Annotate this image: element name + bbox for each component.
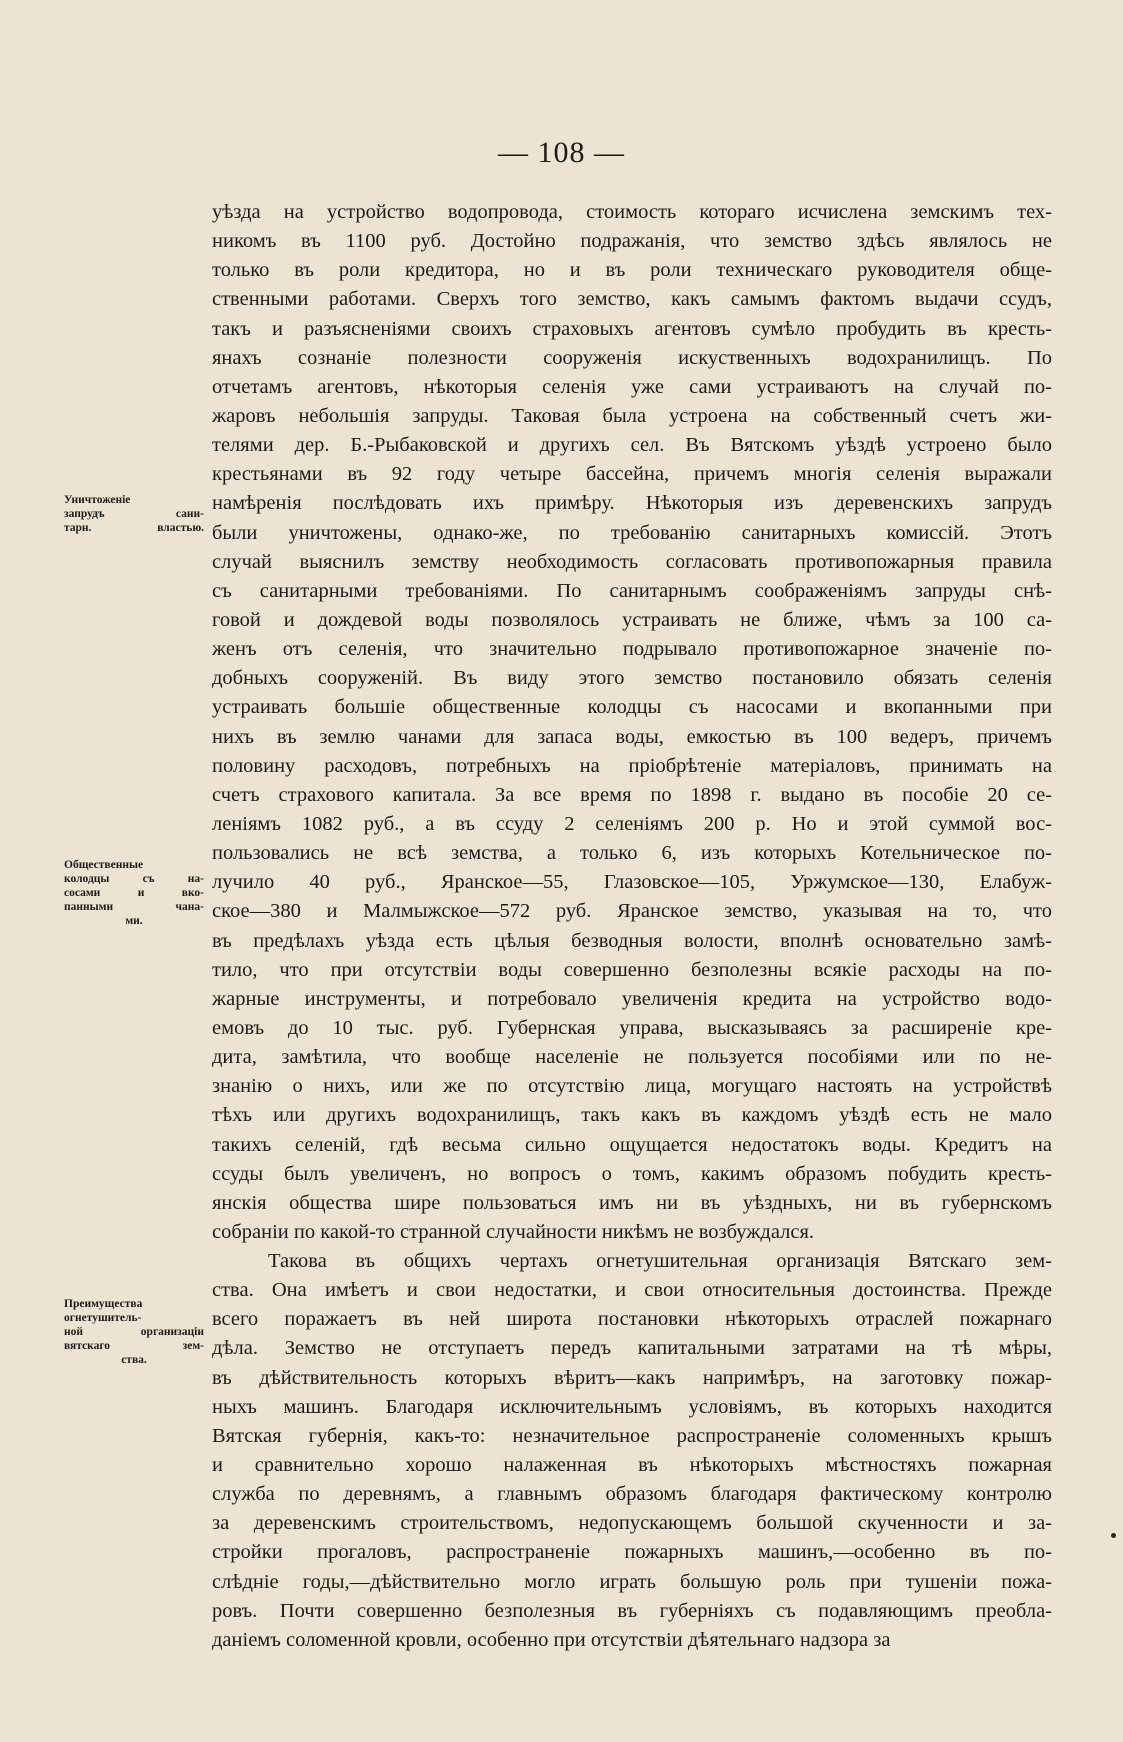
text-line: въ дѣйствительность которыхъ вѣритъ—какъ напримѣръ, на заготовку пожар- (212, 1366, 1052, 1389)
text-line: дѣла. Земство не отступаетъ передъ капитальными затратами на тѣ мѣры, (212, 1337, 1052, 1360)
print-speck (1111, 1533, 1116, 1538)
text-line: случай выяснилъ земству необходимость согласовать противопожарныя правила (212, 550, 1052, 573)
text-line: крестьянами въ 92 году четыре бассейна, причемъ многія селенія выражали (212, 463, 1052, 486)
margin-note-line: колодцы съ на- (64, 873, 204, 885)
text-line: лучило 40 руб., Яранское—55, Глазовское—105, Уржумское—130, Елабуж- (212, 871, 1052, 894)
margin-note-line: огнетушитель- (64, 1312, 142, 1324)
margin-note-line: ства. (121, 1354, 147, 1366)
margin-note-public-wells (64, 858, 204, 928)
text-line: добныхъ сооруженій. Въ виду этого земство постановило обязать селенія (212, 667, 1052, 690)
text-line: служба по деревнямъ, а главнымъ образомъ благодаря фактическому контролю (212, 1483, 1052, 1506)
text-line: тило, что при отсутствіи воды совершенно безполезны всякіе расходы на по- (212, 958, 1052, 981)
text-line: Такова въ общихъ чертахъ огнетушительная организація Вятскаго зем- (268, 1250, 1052, 1273)
text-line: въ предѣлахъ уѣзда есть цѣлыя безводныя волости, вполнѣ основательно замѣ- (212, 929, 1052, 952)
text-line: устраивать большіе общественные колодцы съ насосами и вкопанными при (212, 696, 1052, 719)
text-line: ссуды былъ увеличенъ, но вопросъ о томъ, какимъ образомъ побудить кресть- (212, 1162, 1052, 1185)
text-line: счетъ страхового капитала. За все время по 1898 г. выдано въ пособіе 20 се- (212, 783, 1052, 806)
text-line: говой и дождевой воды позволялось устраивать не ближе, чѣмъ за 100 са- (212, 608, 1052, 631)
text-line: знанію о нихъ, или же по отсутствію лица, могущаго настоять на устройствѣ (212, 1075, 1052, 1098)
margin-note-line: ми. (125, 915, 143, 927)
text-line: леніямъ 1082 руб., а въ ссуду 2 селеніямъ 200 р. Но и этой суммой вос- (212, 812, 1052, 835)
margin-note-line: Преимущества (64, 1298, 143, 1310)
page-number: — 108 — (498, 136, 625, 169)
text-line: тѣхъ или другихъ водохранилищъ, такъ какъ въ каждомъ уѣздѣ есть не мало (212, 1104, 1052, 1127)
text-line: нихъ въ землю чанами для запаса воды, емкостью въ 100 ведеръ, причемъ (212, 725, 1052, 748)
text-line: только въ роли кредитора, но и въ роли техническаго руководителя обще- (212, 259, 1052, 282)
margin-note-line: Уничтоженіе (64, 494, 131, 506)
text-line: даніемъ соломенной кровли, особенно при отсутствіи дѣятельнаго надзора за (212, 1628, 891, 1651)
text-line: собраніи по какой-то странной случайности никѣмъ не возбуждался. (212, 1220, 814, 1243)
margin-note-advantages (64, 1297, 204, 1367)
text-line: половину расходовъ, потребныхъ на пріобрѣтеніе матеріаловъ, принимать на (212, 754, 1052, 777)
text-line: ства. Она имѣетъ и свои недостатки, и свои относительныя достоинства. Прежде (212, 1279, 1052, 1302)
text-line: съ санитарными требованіями. По санитарнымъ соображеніямъ запруды снѣ- (212, 579, 1052, 602)
margin-note-line: Общественные (64, 859, 144, 871)
text-line: никомъ въ 1100 руб. Достойно подражанія, что земство здѣсь являлось не (212, 230, 1052, 253)
text-line: были уничтожены, однако-же, по требованію санитарныхъ комиссій. Этотъ (212, 521, 1052, 544)
margin-note-line: тарн. властью. (64, 522, 204, 534)
body-text (212, 198, 1052, 1655)
text-line: такъ и разъясненіями своихъ страховыхъ агентовъ сумѣло пробудить въ кресть- (212, 317, 1052, 340)
text-line: жаровъ небольшія запруды. Таковая была устроена на собственный счетъ жи- (212, 404, 1052, 427)
margin-note-line: панными чана- (64, 901, 204, 913)
text-line: такихъ селеній, гдѣ весьма сильно ощущается недостатокъ воды. Кредитъ на (212, 1133, 1052, 1156)
margin-note-line: ной организаціи (64, 1326, 204, 1338)
text-line: емовъ до 10 тыс. руб. Губернская управа, высказываясь за расширеніе кре- (212, 1016, 1052, 1039)
text-line: ровъ. Почти совершенно безполезныя въ губерніяхъ съ подавляющимъ преобла- (212, 1599, 1052, 1622)
text-line: ственными работами. Сверхъ того земство, какъ самымъ фактомъ выдачи ссудъ, (212, 288, 1052, 311)
margin-note-line: вятскаго зем- (64, 1340, 204, 1352)
text-line: ское—380 и Малмыжское—572 руб. Яранское земство, указывая на то, что (212, 900, 1052, 923)
text-line: янскія общества шире пользоваться имъ ни въ уѣздныхъ, ни въ губернскомъ (212, 1191, 1052, 1214)
text-line: женъ отъ селенія, что значительно подрывало противопожарное значеніе по- (212, 638, 1052, 661)
margin-note-line: запрудъ сани- (64, 508, 204, 520)
margin-note-line: сосами и вко- (64, 887, 204, 899)
text-line: стройки прогаловъ, распространеніе пожарныхъ машинъ,—особенно въ по- (212, 1541, 1052, 1564)
text-line: ныхъ машинъ. Благодаря исключительнымъ условіямъ, въ которыхъ находится (212, 1395, 1052, 1418)
text-line: Вятская губернія, какъ-то: незначительное распространеніе соломенныхъ крышъ (212, 1424, 1052, 1447)
text-line: телями дер. Б.-Рыбаковской и другихъ сел. Въ Вятскомъ уѣздѣ устроено было (212, 434, 1052, 457)
text-line: всего поражаетъ въ ней широта постановки нѣкоторыхъ отраслей пожарнаго (212, 1308, 1052, 1331)
text-line: слѣдніе годы,—дѣйствительно могло играть большую роль при тушеніи пожа- (212, 1570, 1052, 1593)
margin-note-dam-destruction (64, 493, 204, 535)
text-line: отчетамъ агентовъ, нѣкоторыя селенія уже сами устраиваютъ на случай по- (212, 375, 1052, 398)
text-line: пользовались не всѣ земства, а только 6, изъ которыхъ Котельническое по- (212, 842, 1052, 865)
text-line: уѣзда на устройство водопровода, стоимость котораго исчислена земскимъ тех- (212, 201, 1052, 223)
text-line: намѣренія послѣдовать ихъ примѣру. Нѣкоторыя изъ деревенскихъ запрудъ (212, 492, 1052, 515)
text-line: жарные инструменты, и потребовало увеличенія кредита на устройство водо- (212, 987, 1052, 1010)
text-line: янахъ сознаніе полезности сооруженія искуственныхъ водохранилищъ. По (212, 346, 1052, 369)
text-line: дита, замѣтила, что вообще населеніе не пользуется пособіями или по не- (212, 1046, 1052, 1069)
text-line: за деревенскимъ строительствомъ, недопускающемъ большой скученности и за- (212, 1512, 1052, 1535)
text-line: и сравнительно хорошо налаженная въ нѣкоторыхъ мѣстностяхъ пожарная (212, 1454, 1052, 1477)
